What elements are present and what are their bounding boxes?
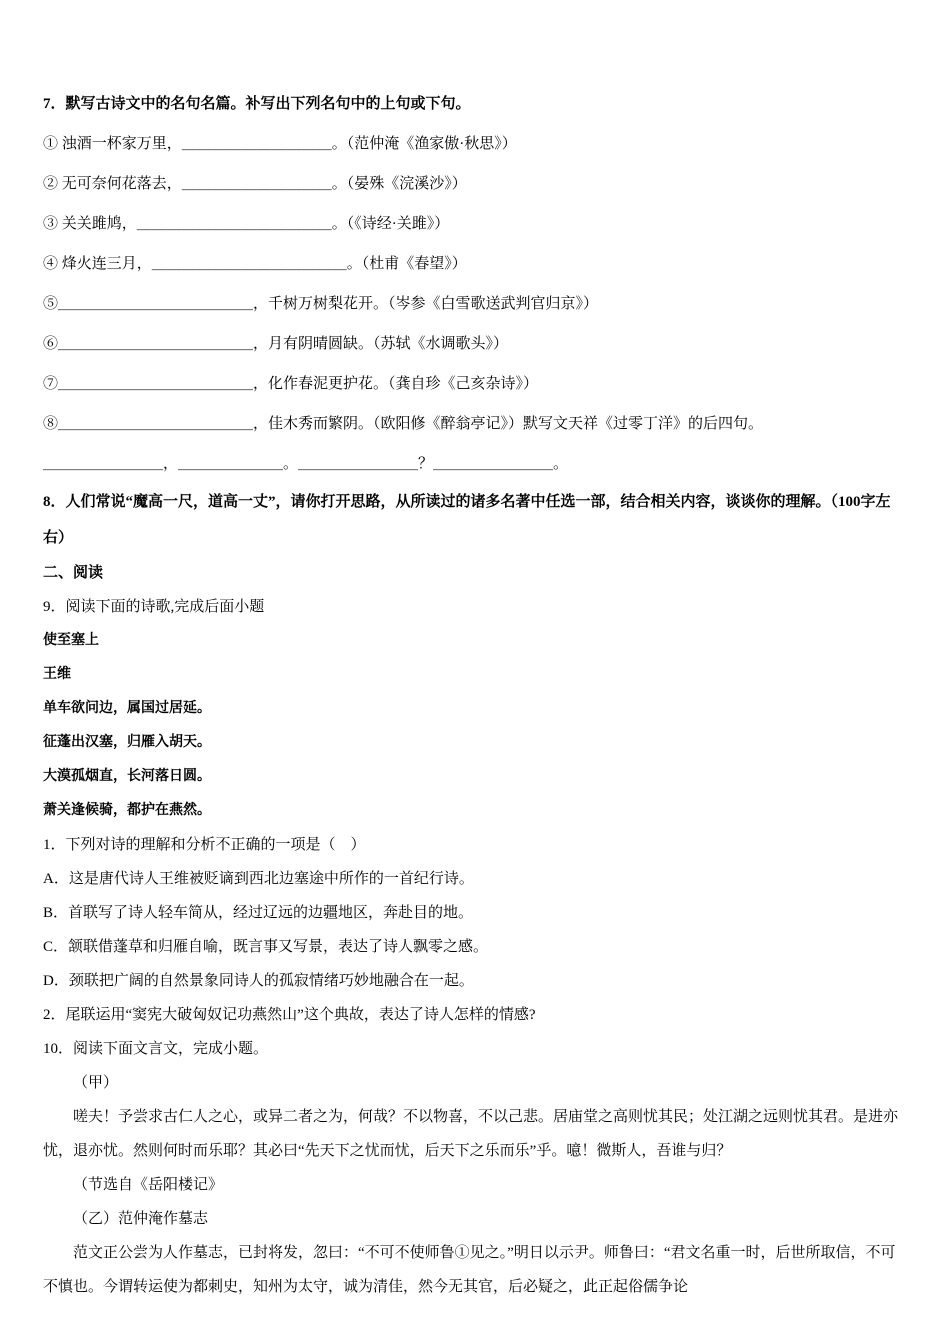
question-7 bbox=[43, 84, 910, 484]
poem-verse-4: 萧关逢候骑，都护在燕然。 bbox=[43, 803, 211, 818]
q7-tail-blanks: ＿＿＿＿＿＿＿＿，＿＿＿＿＿＿＿。＿＿＿＿＿＿＿＿？＿＿＿＿＿＿＿＿。 bbox=[43, 456, 569, 472]
q7-item-6: ⑥＿＿＿＿＿＿＿＿＿＿＿＿＿，月有阴晴圆缺。（苏轼《水调歌头》） bbox=[43, 336, 509, 352]
poem-verse-2: 征蓬出汉塞，归雁入胡天。 bbox=[43, 735, 211, 750]
q7-item-4: ④ 烽火连三月，＿＿＿＿＿＿＿＿＿＿＿＿＿。（杜甫《春望》） bbox=[43, 256, 467, 272]
question-7-header: 7．默写古诗文中的名句名篇。补写出下列名句中的上句或下句。 bbox=[43, 96, 471, 112]
q7-item-1: ① 浊酒一杯家万里，＿＿＿＿＿＿＿＿＿＿。（范仲淹《渔家傲·秋思》） bbox=[43, 136, 517, 152]
poem-block bbox=[43, 624, 910, 828]
poem-title: 使至塞上 bbox=[43, 633, 99, 648]
passage-jia-text: 嗟夫！予尝求古仁人之心，或异二者之为，何哉？不以物喜，不以己悲。居庙堂之高则忧其民；处江湖之远则忧其君。是进亦忧，退亦忧。然则何时而乐耶？其必曰“先天下之忧而忧，后天下之乐而乐”乎。噫！微斯人，吾谁与归？ bbox=[43, 1109, 899, 1159]
question-9 bbox=[43, 590, 910, 1032]
question-10 bbox=[43, 1032, 910, 1304]
poem-verse-3: 大漠孤烟直，长河落日圆。 bbox=[43, 769, 211, 784]
q9-sub-question-2: 2．尾联运用“窦宪大破匈奴记功燕然山”这个典故，表达了诗人怎样的情感? bbox=[43, 1007, 536, 1023]
q9-option-a: A．这是唐代诗人王维被贬谪到西北边塞途中所作的一首纪行诗。 bbox=[43, 871, 474, 887]
section-2-title: 二、阅读 bbox=[43, 565, 104, 581]
q9-sub-question-1: 1．下列对诗的理解和分析不正确的一项是（ ） bbox=[43, 837, 366, 853]
q9-option-c: C．颔联借蓬草和归雁自喻，既言事又写景，表达了诗人飘零之感。 bbox=[43, 939, 489, 955]
q7-item-7: ⑦＿＿＿＿＿＿＿＿＿＿＿＿＿，化作春泥更护花。（龚自珍《己亥杂诗》） bbox=[43, 376, 539, 392]
q9-option-b: B．首联写了诗人轻车简从，经过辽远的边疆地区，奔赴目的地。 bbox=[43, 905, 474, 921]
q9-option-d: D．颈联把广阔的自然景象同诗人的孤寂情绪巧妙地融合在一起。 bbox=[43, 973, 474, 989]
question-8 bbox=[43, 484, 910, 556]
passage-jia-label: （甲） bbox=[73, 1075, 119, 1091]
question-8-text: 8．人们常说“魔高一尺，道高一丈”，请你打开思路，从所读过的诸多名著中任选一部，结合相关内容，谈谈你的理解。（100字左右） bbox=[43, 494, 891, 546]
q7-item-5: ⑤＿＿＿＿＿＿＿＿＿＿＿＿＿，千树万树梨花开。（岑参《白雪歌送武判官归京》） bbox=[43, 296, 599, 312]
poem-author: 王维 bbox=[43, 667, 71, 682]
passage-yi-text: 范文正公尝为人作墓志，已封将发，忽曰：“不可不使师鲁①见之。”明日以示尹。师鲁曰：“君文名重一时，后世所取信，不可不慎也。今谓转运使为都刺史，知州为太守，诚为清佳，然今无其官，后必疑之，此正起俗儒争论 bbox=[43, 1245, 896, 1295]
q7-item-3: ③ 关关雎鸠，＿＿＿＿＿＿＿＿＿＿＿＿＿。（《诗经·关雎》） bbox=[43, 216, 450, 232]
q7-item-8: ⑧＿＿＿＿＿＿＿＿＿＿＿＿＿，佳木秀而繁阴。（欧阳修《醉翁亭记》）默写文天祥《过零丁洋》的后四句。 bbox=[43, 416, 764, 432]
passage-jia-source: （节选自《岳阳楼记》 bbox=[73, 1177, 224, 1193]
question-9-intro: 9．阅读下面的诗歌,完成后面小题 bbox=[43, 599, 265, 615]
poem-verse-1: 单车欲问边，属国过居延。 bbox=[43, 701, 211, 716]
q7-item-2: ② 无可奈何花落去，＿＿＿＿＿＿＿＿＿＿。（晏殊《浣溪沙》） bbox=[43, 176, 467, 192]
passage-yi-label: （乙）范仲淹作墓志 bbox=[73, 1211, 209, 1227]
question-10-intro: 10．阅读下面文言文，完成小题。 bbox=[43, 1041, 269, 1057]
